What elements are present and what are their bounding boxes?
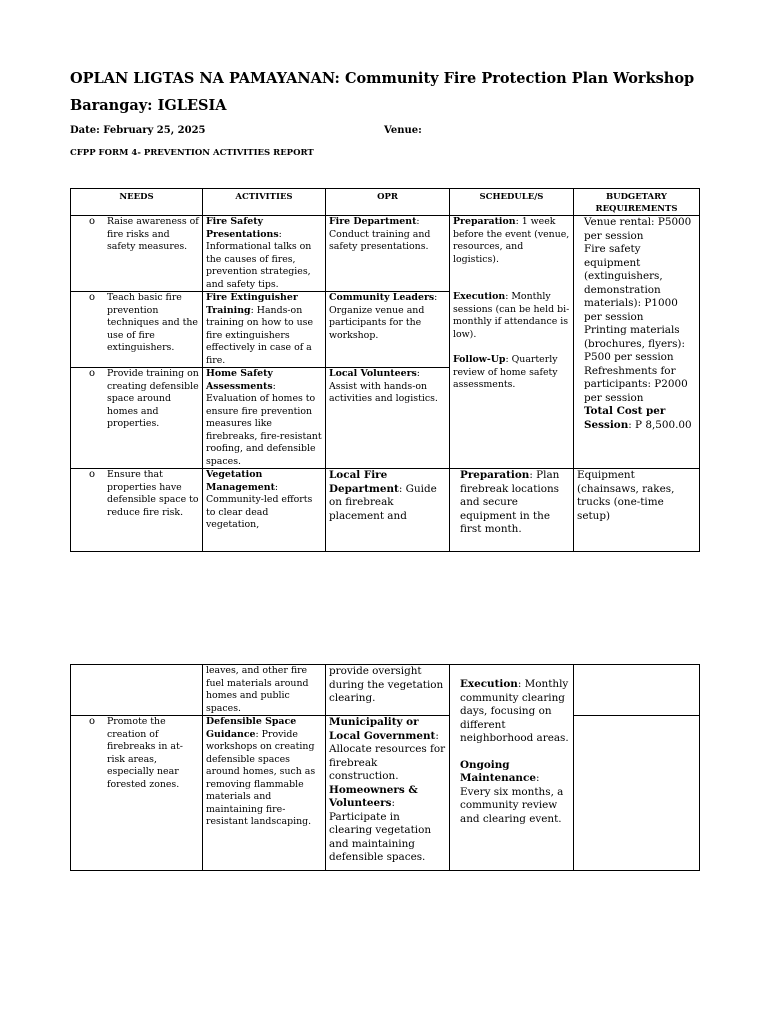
budget-refreshments: Refreshments for participants: P2000 per session — [584, 364, 688, 404]
need-cell — [71, 716, 203, 871]
opr-text: : Assist with hands-on activities and logistics. — [329, 368, 438, 404]
opr-text: : Conduct training and safety presentations. — [329, 216, 431, 252]
bullet-icon: o — [89, 368, 96, 379]
budget-cell — [574, 716, 700, 871]
opr-title: Community Leaders — [329, 292, 435, 303]
schedule-maint-text: : Every six months, a community review and clearing event. — [460, 772, 564, 825]
schedule-prep-title: Preparation — [453, 216, 516, 227]
schedule-follow-text: : Quarterly review of home safety assessments. — [453, 354, 558, 390]
header-budget: BUDGETARY REQUIREMENTS — [574, 189, 700, 216]
opr-title: Municipality or Local Government — [329, 716, 436, 742]
activity-text: : Hands-on training on how to use fire extinguishers effectively in case of a fire. — [206, 304, 314, 366]
document-title: OPLAN LIGTAS NA PAMAYANAN: Community Fire Protection Plan Workshop — [70, 70, 695, 87]
schedule-exec-title: Execution — [460, 678, 518, 690]
budget-cell — [574, 665, 700, 716]
activity-cell — [203, 665, 326, 716]
activity-text: : Evaluation of homes to ensure fire prevention measures like firebreaks, fire-resistant roofing, and defensible spaces. — [206, 380, 322, 467]
schedule-prep-text: : Plan firebreak locations and secure equipment in the first month. — [460, 469, 560, 535]
opr-text: provide oversight during the vegetation clearing. — [329, 665, 444, 704]
schedule-cell — [450, 469, 574, 552]
header-schedule: SCHEDULE/S — [450, 189, 574, 216]
table-row — [71, 716, 700, 871]
table-row — [71, 469, 700, 552]
schedule-exec-text: : Monthly sessions (can be held bi-monthly if attendance is low). — [453, 291, 570, 340]
header-opr: OPR — [326, 189, 450, 216]
venue-label: Venue: — [384, 125, 422, 136]
barangay-label: Barangay: IGLESIA — [70, 97, 227, 114]
header-needs: NEEDS — [71, 189, 203, 216]
opr-text: : Participate in clearing vegetation and maintaining defensible spaces. — [329, 797, 432, 863]
opr-cell — [326, 292, 450, 368]
activity-cell — [203, 469, 326, 552]
opr-cell — [326, 368, 450, 469]
schedule-exec-text: : Monthly community clearing days, focusing on different neighborhood areas. — [460, 678, 569, 744]
table-row — [71, 665, 700, 716]
activity-cell — [203, 716, 326, 871]
date-label: Date: February 25, 2025 — [70, 125, 206, 136]
need-cell — [71, 292, 203, 368]
bullet-icon: o — [89, 716, 96, 727]
budget-equipment: Fire safety equipment (extinguishers, demonstration materials): P1000 per session — [584, 243, 678, 323]
budget-venue: Venue rental: P5000 per session — [584, 216, 692, 242]
schedule-follow-title: Follow-Up — [453, 354, 506, 365]
opr-text: : Allocate resources for firebreak construction. — [329, 729, 446, 782]
prevention-activities-table-continued — [70, 664, 700, 871]
schedule-cell — [450, 665, 574, 871]
need-text: Ensure that properties have defensible space to reduce fire risk. — [107, 469, 199, 518]
bullet-icon: o — [89, 292, 96, 303]
schedule-cell — [450, 216, 574, 469]
budget-cell — [574, 469, 700, 552]
need-cell — [71, 665, 203, 716]
bullet-icon: o — [89, 469, 96, 480]
need-cell — [71, 368, 203, 469]
budget-cell — [574, 216, 700, 469]
budget-equipment-text: Equipment (chainsaws, rakes, trucks (one-time setup) — [577, 469, 675, 522]
activity-text: : Community-led efforts to clear dead vegetation, — [206, 481, 313, 530]
opr-title: Local Volunteers — [329, 368, 417, 379]
need-text: Raise awareness of fire risks and safety measures. — [107, 216, 199, 252]
budget-total-text: : P 8,500.00 — [628, 418, 692, 431]
opr-cell — [326, 469, 450, 552]
activity-title: Fire Extinguisher Training — [206, 292, 298, 316]
schedule-exec-title: Execution — [453, 291, 506, 302]
activity-text: leaves, and other fire fuel materials around homes and public spaces. — [206, 665, 309, 714]
opr-text: : Organize venue and participants for the workshop. — [329, 292, 438, 341]
opr-title: Local Fire Department — [329, 469, 399, 495]
need-text: Provide training on creating defensible space around homes and properties. — [107, 368, 199, 429]
form-title: CFPP FORM 4- PREVENTION ACTIVITIES REPORT — [70, 148, 314, 158]
activity-cell — [203, 216, 326, 292]
table-row — [71, 216, 700, 292]
schedule-maint-title: Ongoing Maintenance — [460, 758, 536, 784]
schedule-prep-title: Preparation — [460, 469, 530, 481]
bullet-icon: o — [89, 216, 96, 227]
need-text: Teach basic fire prevention techniques and the use of fire extinguishers. — [107, 292, 198, 353]
activity-cell — [203, 368, 326, 469]
opr-cell — [326, 716, 450, 871]
activity-text: : Informational talks on the causes of fires, prevention strategies, and safety tips. — [206, 228, 312, 290]
need-cell — [71, 216, 203, 292]
budget-printing: Printing materials (brochures, flyers): P500 per session — [584, 324, 685, 363]
opr-cell — [326, 216, 450, 292]
need-cell — [71, 469, 203, 552]
activity-title: Home Safety Assessments — [206, 368, 273, 392]
prevention-activities-table — [70, 188, 700, 552]
budget-total-title: Total Cost per Session — [584, 405, 666, 431]
opr-text: : Guide on firebreak placement and — [329, 482, 437, 522]
table-header-row — [71, 189, 700, 216]
need-text: Promote the creation of firebreaks in at-risk areas, especially near forested zones. — [107, 716, 183, 790]
opr-title: Fire Department — [329, 216, 417, 227]
opr-cell — [326, 665, 450, 716]
activity-text: : Provide workshops on creating defensible spaces around homes, such as removing flammable materials and maintaining fire-resistant landscaping. — [206, 728, 316, 827]
schedule-prep-text: : 1 week before the event (venue, resources, and logistics). — [453, 216, 570, 265]
activity-cell — [203, 292, 326, 368]
header-activities: ACTIVITIES — [203, 189, 326, 216]
opr-title: Homeowners & Volunteers — [329, 783, 418, 809]
activity-title: Fire Safety Presentations — [206, 216, 279, 240]
activity-title: Vegetation Management — [206, 469, 275, 493]
activity-title: Defensible Space Guidance — [206, 716, 297, 740]
